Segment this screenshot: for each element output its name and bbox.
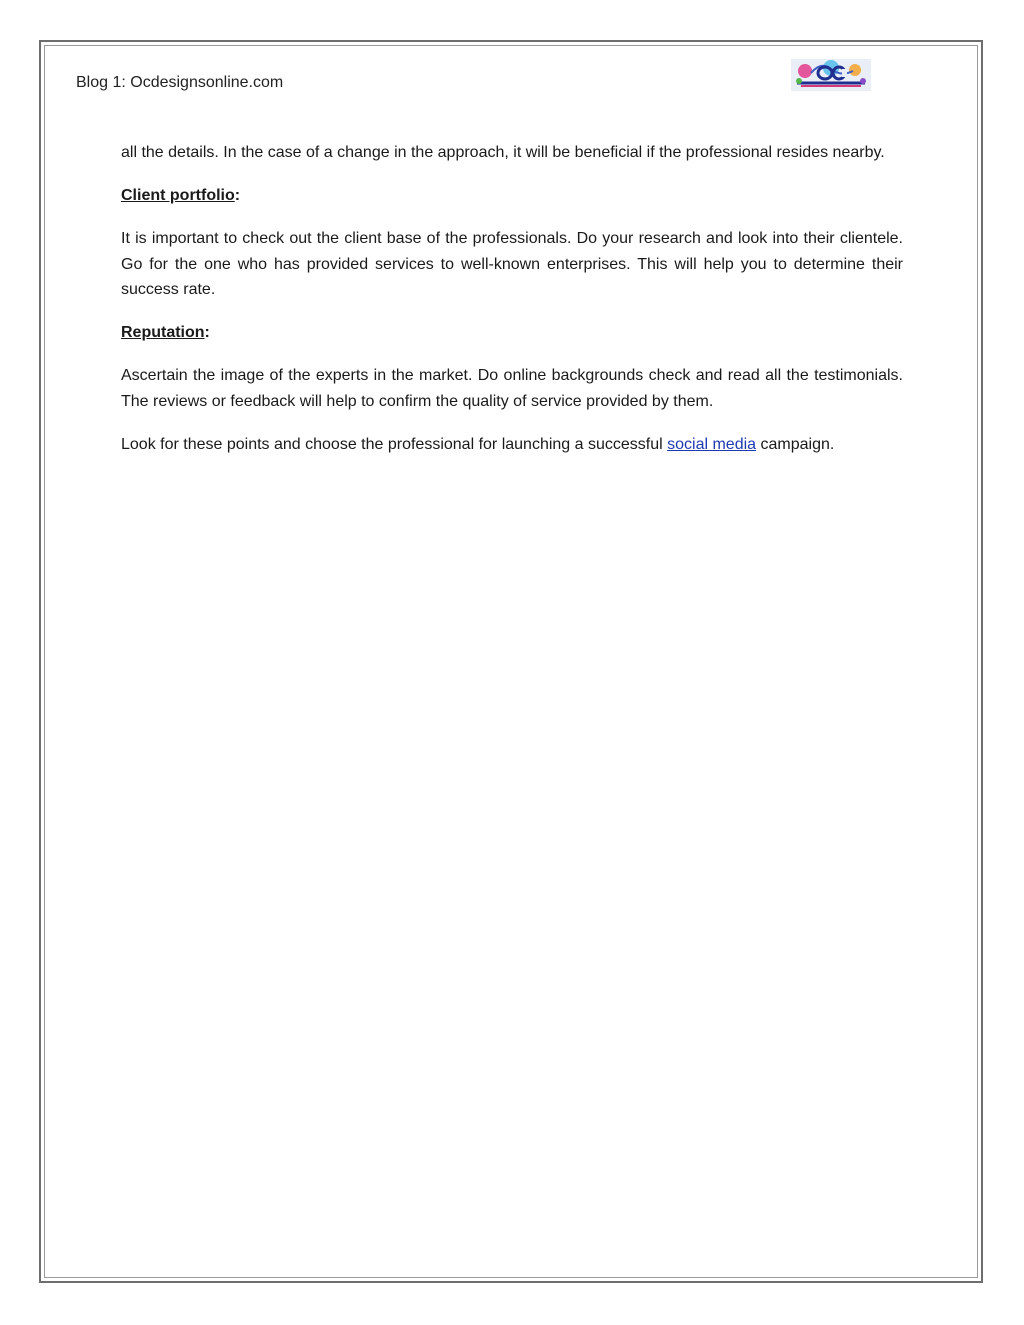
article-body bbox=[121, 140, 903, 475]
reputation-heading-text: Reputation bbox=[121, 324, 205, 341]
ocdesignsonline-logo-icon bbox=[791, 59, 871, 91]
reputation-heading-colon: : bbox=[204, 324, 210, 341]
closing-text-after: campaign. bbox=[756, 435, 835, 453]
reputation-heading bbox=[121, 320, 903, 346]
closing-paragraph bbox=[121, 432, 903, 458]
client-portfolio-paragraph: It is important to check out the client base of the professionals. Do your research and look into their clientele. Go for the one who has provided services to well-known enterprises. This will help you to determine their success rate. bbox=[121, 230, 903, 298]
intro-paragraph: all the details. In the case of a change in the approach, it will be beneficial if the professional resides nearby. bbox=[121, 144, 885, 161]
social-media-link[interactable]: social media bbox=[667, 435, 757, 453]
client-portfolio-heading-text: Client portfolio bbox=[121, 187, 235, 204]
client-portfolio-heading-colon: : bbox=[234, 187, 241, 204]
header-title: Blog 1: Ocdesignsonline.com bbox=[76, 74, 284, 91]
reputation-paragraph: Ascertain the image of the experts in the market. Do online backgrounds check and read all the testimonials. The reviews or feedback will help to confirm the quality of service provided by them. bbox=[121, 367, 903, 410]
closing-text-before: Look for these points and choose the professional for launching a successful bbox=[121, 435, 668, 453]
client-portfolio-heading bbox=[121, 183, 903, 209]
